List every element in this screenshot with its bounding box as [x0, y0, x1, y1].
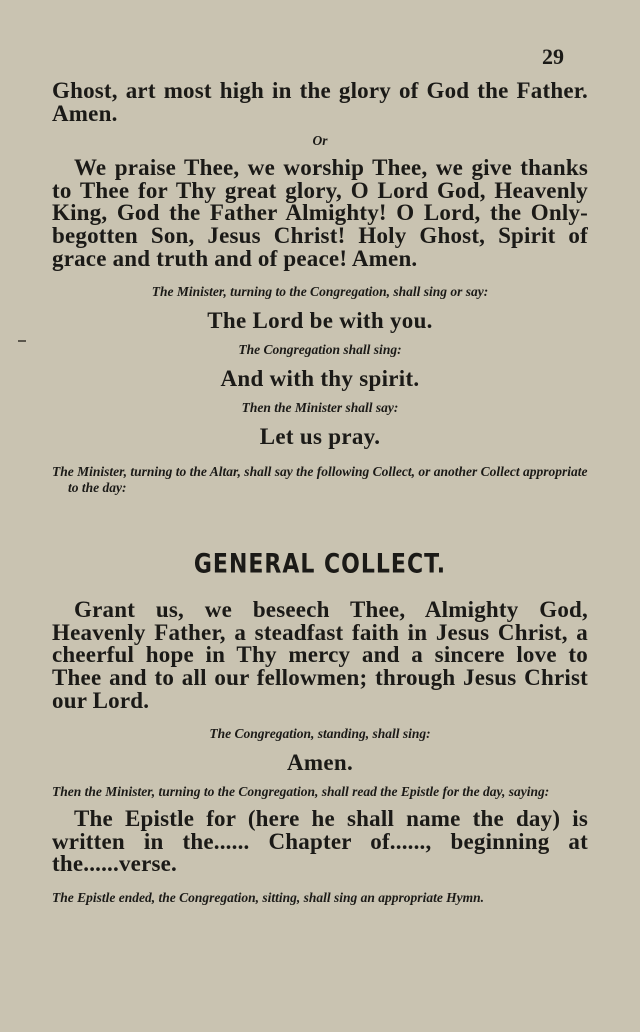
margin-mark [18, 340, 26, 342]
section-heading: GENERAL COLLECT. [193, 549, 447, 580]
rubric-congregation-sing: The Congregation shall sing: [238, 342, 402, 358]
praise-prayer: We praise Thee, we worship Thee, we give thanks to Thee for Thy great glory, O Lord God, Heavenly King, God the Father Almighty! O Lord, the Only-begotten Son, Jesus Christ! Holy Ghost, Spirit of grace and truth and of peace! Amen. [52, 155, 588, 271]
prayer-ending: Ghost, art most high in the glory of God the Father. Amen. [52, 78, 588, 126]
rubric-or: Or [312, 133, 328, 149]
rubric-minister-epistle: Then the Minister, turning to the Congregation, shall read the Epistle for the day, saying: [52, 784, 550, 800]
page-number: 29 [542, 44, 564, 69]
rubric-minister-congregation: The Minister, turning to the Congregation, shall sing or say: [151, 284, 489, 300]
rubric-congregation-standing: The Congregation, standing, shall sing: [209, 726, 431, 742]
response-with-thy-spirit: And with thy spirit. [220, 366, 420, 392]
response-amen: Amen. [286, 750, 354, 776]
page-content [52, 80, 588, 906]
rubric-minister-altar: The Minister, turning to the Altar, shall say the following Collect, or another Collect appropriate to the day: [52, 464, 588, 496]
epistle-announcement: The Epistle for (here he shall name the day) is written in the...... Chapter of......, beginning at the......verse. [52, 806, 588, 877]
versicle-lord-be-with-you: The Lord be with you. [207, 308, 433, 334]
versicle-let-us-pray: Let us pray. [259, 424, 381, 450]
general-collect-prayer: Grant us, we beseech Thee, Almighty God, Heavenly Father, a steadfast faith in Jesus Christ, a cheerful hope in Thy mercy and a sincere love to Thee and to all our fellowmen; through Jesus Christ our Lord. [52, 597, 588, 713]
rubric-minister-say: Then the Minister shall say: [241, 400, 399, 416]
rubric-epistle-ended: The Epistle ended, the Congregation, sitting, shall sing an appropriate Hymn. [52, 889, 485, 905]
